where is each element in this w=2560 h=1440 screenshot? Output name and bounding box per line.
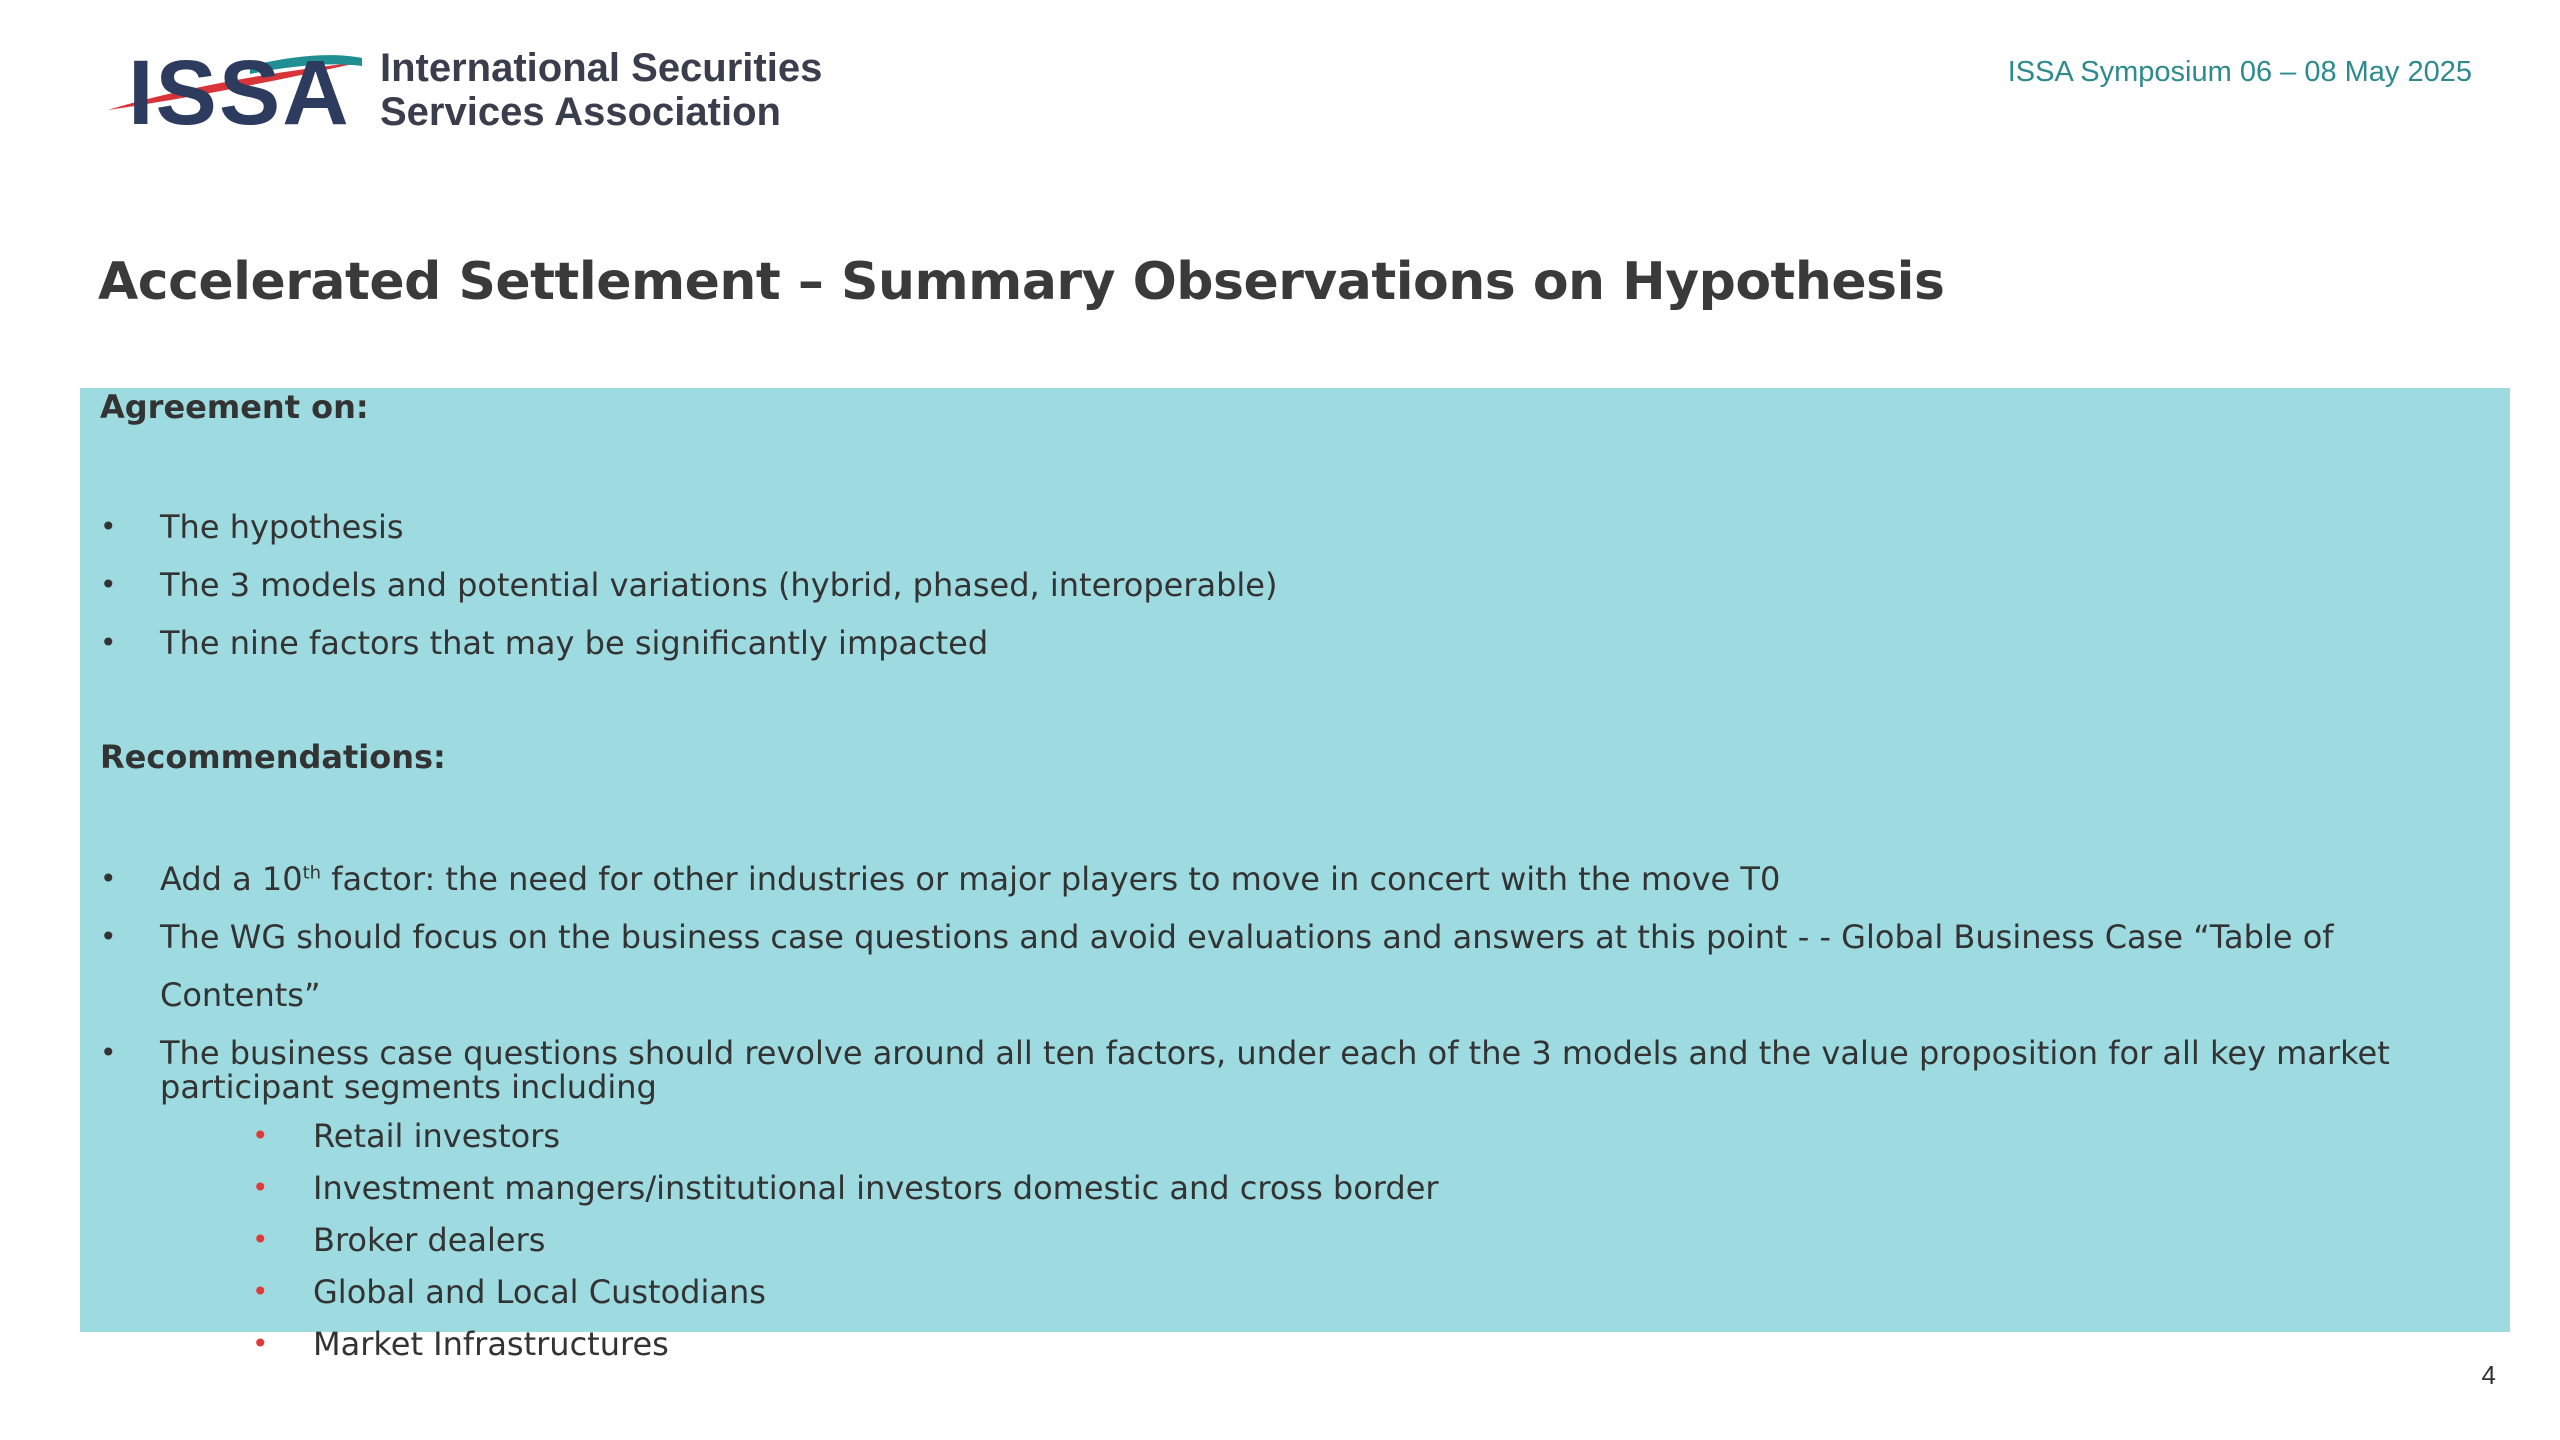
- agreement-item-1: The hypothesis: [160, 508, 404, 546]
- agreement-list: [100, 498, 2450, 672]
- bullet-icon: •: [100, 568, 117, 601]
- red-bullet-icon: •: [252, 1223, 269, 1256]
- agreement-item-2: The 3 models and potential variations (hybrid, phased, interoperable): [160, 566, 1278, 604]
- issa-logo: [100, 36, 860, 146]
- list-item: [100, 614, 2450, 672]
- recommendation-1-post: factor: the need for other industries or major players to move in concert with the move T0: [321, 860, 1781, 898]
- bullet-icon: •: [100, 920, 117, 953]
- bullet-icon: •: [100, 626, 117, 659]
- bullet-icon: •: [100, 1036, 117, 1069]
- ordinal-suffix: th: [302, 862, 322, 884]
- segment-5: Market Infrastructures: [313, 1325, 669, 1363]
- list-item: [160, 1110, 2450, 1162]
- recommendation-item-1: [160, 860, 1780, 898]
- segments-list: [160, 1110, 2450, 1370]
- logo-letters: ISSA: [128, 42, 351, 144]
- content-panel: [80, 388, 2510, 1363]
- segment-1: Retail investors: [313, 1117, 561, 1155]
- bullet-icon: •: [100, 862, 117, 895]
- red-bullet-icon: •: [252, 1119, 269, 1152]
- logo-line-2: Services Association: [380, 90, 781, 134]
- list-item: [160, 1318, 2450, 1370]
- agreement-item-3: The nine factors that may be significantly impacted: [160, 624, 989, 662]
- list-item: [100, 908, 2450, 1024]
- issa-logo-mark: [100, 36, 370, 146]
- list-item: [100, 498, 2450, 556]
- recommendations-list: [100, 850, 2450, 1370]
- list-item: [100, 1024, 2450, 1370]
- agreement-heading: Agreement on:: [100, 388, 369, 426]
- red-bullet-icon: •: [252, 1275, 269, 1308]
- recommendations-heading: Recommendations:: [100, 738, 446, 776]
- recommendation-item-3: The business case questions should revolve around all ten factors, under each of the 3 models and the value proposition for all key market participant segments including: [160, 1034, 2390, 1106]
- list-item: [160, 1162, 2450, 1214]
- segment-4: Global and Local Custodians: [313, 1273, 766, 1311]
- recommendation-1-pre: Add a 10: [160, 860, 303, 898]
- red-bullet-icon: •: [252, 1327, 269, 1360]
- segment-3: Broker dealers: [313, 1221, 546, 1259]
- logo-line-1: International Securities: [380, 46, 823, 90]
- page-number: 4: [2481, 1360, 2496, 1390]
- slide-title: Accelerated Settlement – Summary Observations on Hypothesis: [98, 252, 1945, 312]
- segment-2: Investment mangers/institutional investors domestic and cross border: [313, 1169, 1439, 1207]
- list-item: [160, 1266, 2450, 1318]
- red-bullet-icon: •: [252, 1171, 269, 1204]
- list-item: [100, 850, 2450, 908]
- bullet-icon: •: [100, 510, 117, 543]
- recommendation-item-2: The WG should focus on the business case questions and avoid evaluations and answers at this point - - Global Business Case “Table of Contents”: [160, 918, 2334, 1014]
- list-item: [160, 1214, 2450, 1266]
- list-item: [100, 556, 2450, 614]
- logo-wordmark: [380, 46, 822, 134]
- event-header: ISSA Symposium 06 – 08 May 2025: [2007, 56, 2472, 88]
